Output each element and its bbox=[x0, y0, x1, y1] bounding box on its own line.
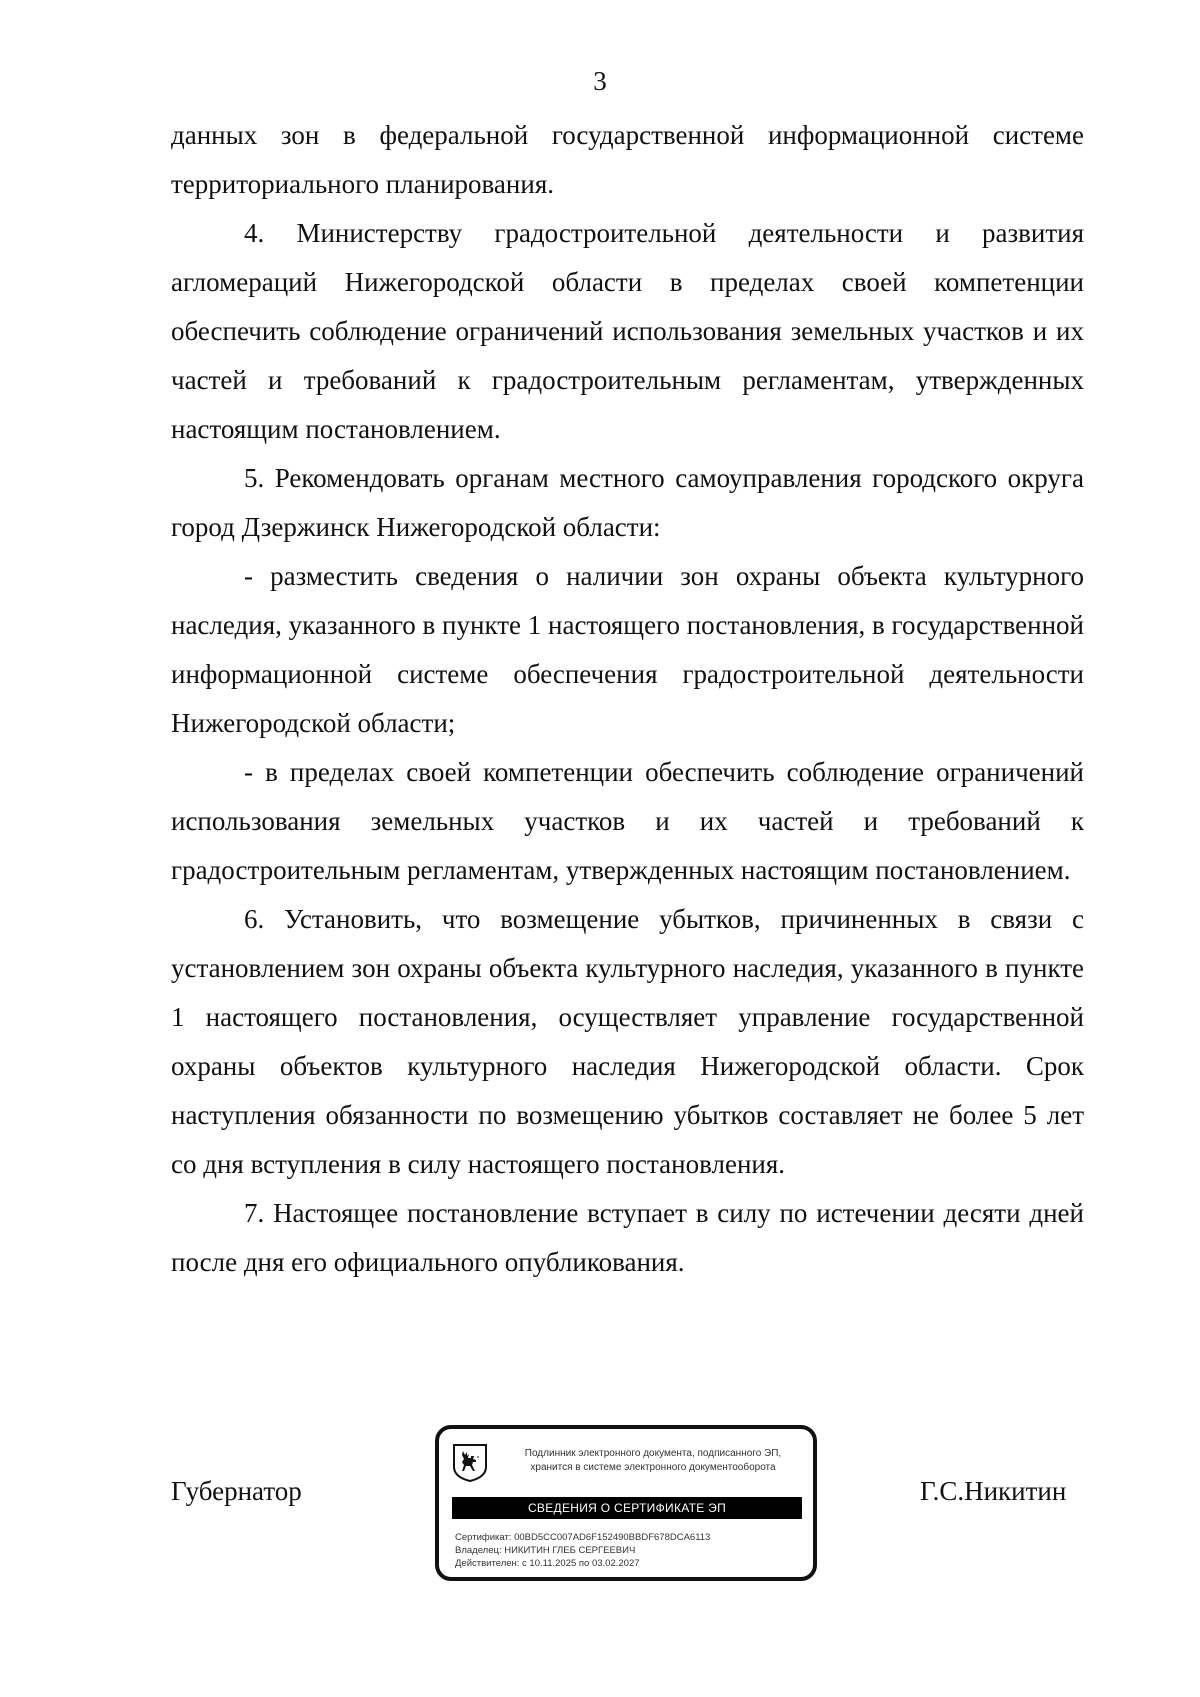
certificate-number: Сертификат: 00BD5CC007AD6F152490BBDF678DCA6113 bbox=[455, 1532, 711, 1543]
certificate-validity: Действителен: с 10.11.2025 по 03.02.2027 bbox=[455, 1558, 640, 1569]
certificate-owner: Владелец: НИКИТИН ГЛЕБ СЕРГЕЕВИЧ bbox=[455, 1545, 636, 1556]
certificate-details bbox=[455, 1531, 710, 1570]
notice-line-2: хранится в системе электронного документооборота bbox=[530, 1462, 776, 1473]
page-number: 3 bbox=[593, 66, 607, 96]
original-document-notice bbox=[499, 1447, 807, 1475]
paragraph-continuation: данных зон в федеральной государственной информационной системе территориального планирования. bbox=[171, 120, 1084, 199]
signatory-name: Г.С.Никитин bbox=[920, 1476, 1067, 1506]
electronic-signature-stamp bbox=[435, 1425, 817, 1581]
paragraph-5-item-1: - разместить сведения о наличии зон охраны объекта культурного наследия, указанного в пункте 1 настоящего постановления, в государственной информационной системе обеспечения градостроительной деятельности Нижегородской области; bbox=[171, 561, 1084, 738]
document-body bbox=[171, 111, 1084, 1287]
paragraph-4: 4. Министерству градостроительной деятельности и развития агломераций Нижегородской области в пределах своей компетенции обеспечить соблюдение ограничений использования земельных участков и их частей и требований к градостроительным регламентам, утвержденных настоящим постановлением. bbox=[171, 218, 1084, 444]
certificate-info-header: СВЕДЕНИЯ О СЕРТИФИКАТЕ ЭП bbox=[452, 1497, 802, 1519]
paragraph-7: 7. Настоящее постановление вступает в силу по истечении десяти дней после дня его официального опубликования. bbox=[171, 1198, 1084, 1277]
nizhny-novgorod-deer-emblem-icon bbox=[452, 1443, 488, 1483]
paragraph-6: 6. Установить, что возмещение убытков, причиненных в связи с установлением зон охраны объекта культурного наследия, указанного в пункте 1 настоящего постановления, осуществляет управление государственной охраны объектов культурного наследия Нижегородской области. Срок наступления обязанности по возмещению убытков составляет не более 5 лет со дня вступления в силу настоящего постановления. bbox=[171, 904, 1084, 1179]
paragraph-5: 5. Рекомендовать органам местного самоуправления городского округа город Дзержинск Нижегородской области: bbox=[171, 463, 1084, 542]
notice-line-1: Подлинник электронного документа, подписанного ЭП, bbox=[524, 1448, 782, 1459]
paragraph-5-item-2: - в пределах своей компетенции обеспечить соблюдение ограничений использования земельных участков и их частей и требований к градостроительным регламентам, утвержденных настоящим постановлением. bbox=[171, 757, 1084, 885]
signatory-title: Губернатор bbox=[171, 1476, 302, 1506]
